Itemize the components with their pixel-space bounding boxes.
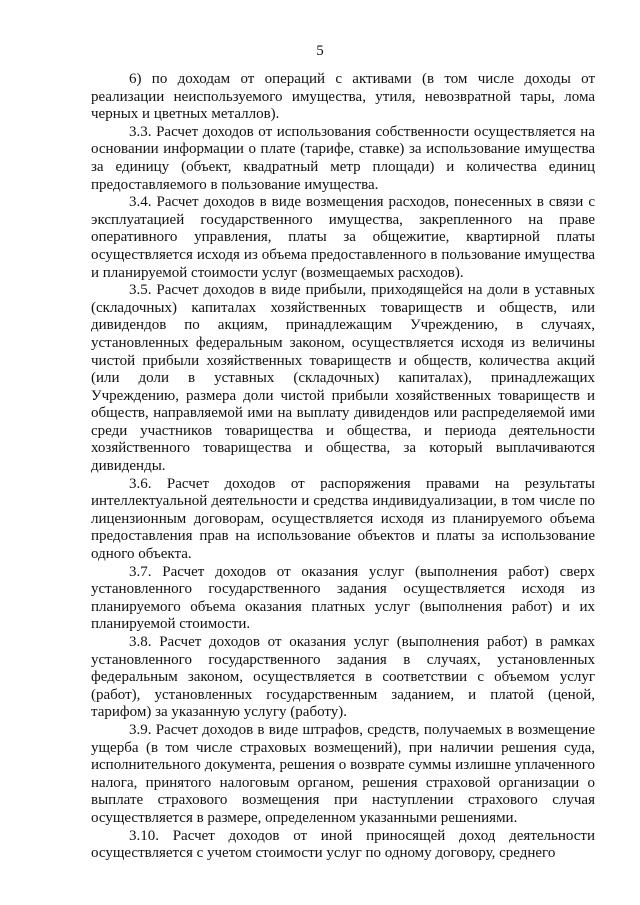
- paragraph-3-7: 3.7. Расчет доходов от оказания услуг (выполнения работ) сверх установленного государственного задания осуществляется исходя из планируемого объема оказания платных услуг (выполнения работ) и их планируемой стоимости.: [91, 563, 595, 633]
- paragraph-3-10: 3.10. Расчет доходов от иной приносящей доход деятельности осуществляется с учетом стоимости услуг по одному договору, среднего: [91, 827, 595, 862]
- paragraph-3-4: 3.4. Расчет доходов в виде возмещения расходов, понесенных в связи с эксплуатацией государственного имущества, закрепленного на праве оперативного управления, платы за общежитие, квартирной платы осуществляется исходя из объема предоставленного в пользование имущества и планируемой стоимости услуг (возмещаемых расходов).: [91, 194, 595, 281]
- paragraph-6-asset-operations: 6) по доходам от операций с активами (в том числе доходы от реализации неиспользуемого имущества, утиля, невозвратной тары, лома черных и цветных металлов).: [91, 71, 595, 123]
- paragraph-3-3: 3.3. Расчет доходов от использования собственности осуществляется на основании информации о плате (тарифе, ставке) за использование имущества за единицу (объект, квадратный метр площади) и количества единиц предоставляемого в пользование имущества.: [91, 123, 595, 193]
- paragraph-3-6: 3.6. Расчет доходов от распоряжения правами на результаты интеллектуальной деятельности и средства индивидуализации, в том числе по лицензионным договорам, осуществляется исходя из планируемого объема предоставления прав на использование объектов и платы за использование одного объекта.: [91, 475, 595, 563]
- page-number: 5: [316, 43, 324, 59]
- document-body: [91, 71, 595, 863]
- paragraph-3-5: 3.5. Расчет доходов в виде прибыли, приходящейся на доли в уставных (складочных) капиталах хозяйственных товариществ и обществ, или дивидендов по акциям, принадлежащим Учреждению, в случаях, установленных федеральным законом, осуществляется исходя из величины чистой прибыли хозяйственных товариществ и обществ, количества акций (или доли в уставных (складочных) капиталах), принадлежащих Учреждению, размера доли чистой прибыли хозяйственных товариществ и обществ, направляемой ими на выплату дивидендов или распределяемой ими среди участников товарищества и общества, и периода деятельности хозяйственного товарищества и общества, за который выплачиваются дивиденды.: [91, 282, 595, 475]
- paragraph-3-8: 3.8. Расчет доходов от оказания услуг (выполнения работ) в рамках установленного государственного задания в случаях, установленных федеральным законом, осуществляется в соответствии с объемом услуг (работ), установленных государственным заданием, и платой (ценой, тарифом) за указанную услугу (работу).: [91, 634, 595, 721]
- paragraph-3-9: 3.9. Расчет доходов в виде штрафов, средств, получаемых в возмещение ущерба (в том числе страховых возмещений), при наличии решения суда, исполнительного документа, решения о возврате суммы излишне уплаченного налога, принятого налоговым органом, решения страховой организации о выплате страхового возмещения при наступлении страхового случая осуществляется в размере, определенном указанными решениями.: [91, 721, 595, 826]
